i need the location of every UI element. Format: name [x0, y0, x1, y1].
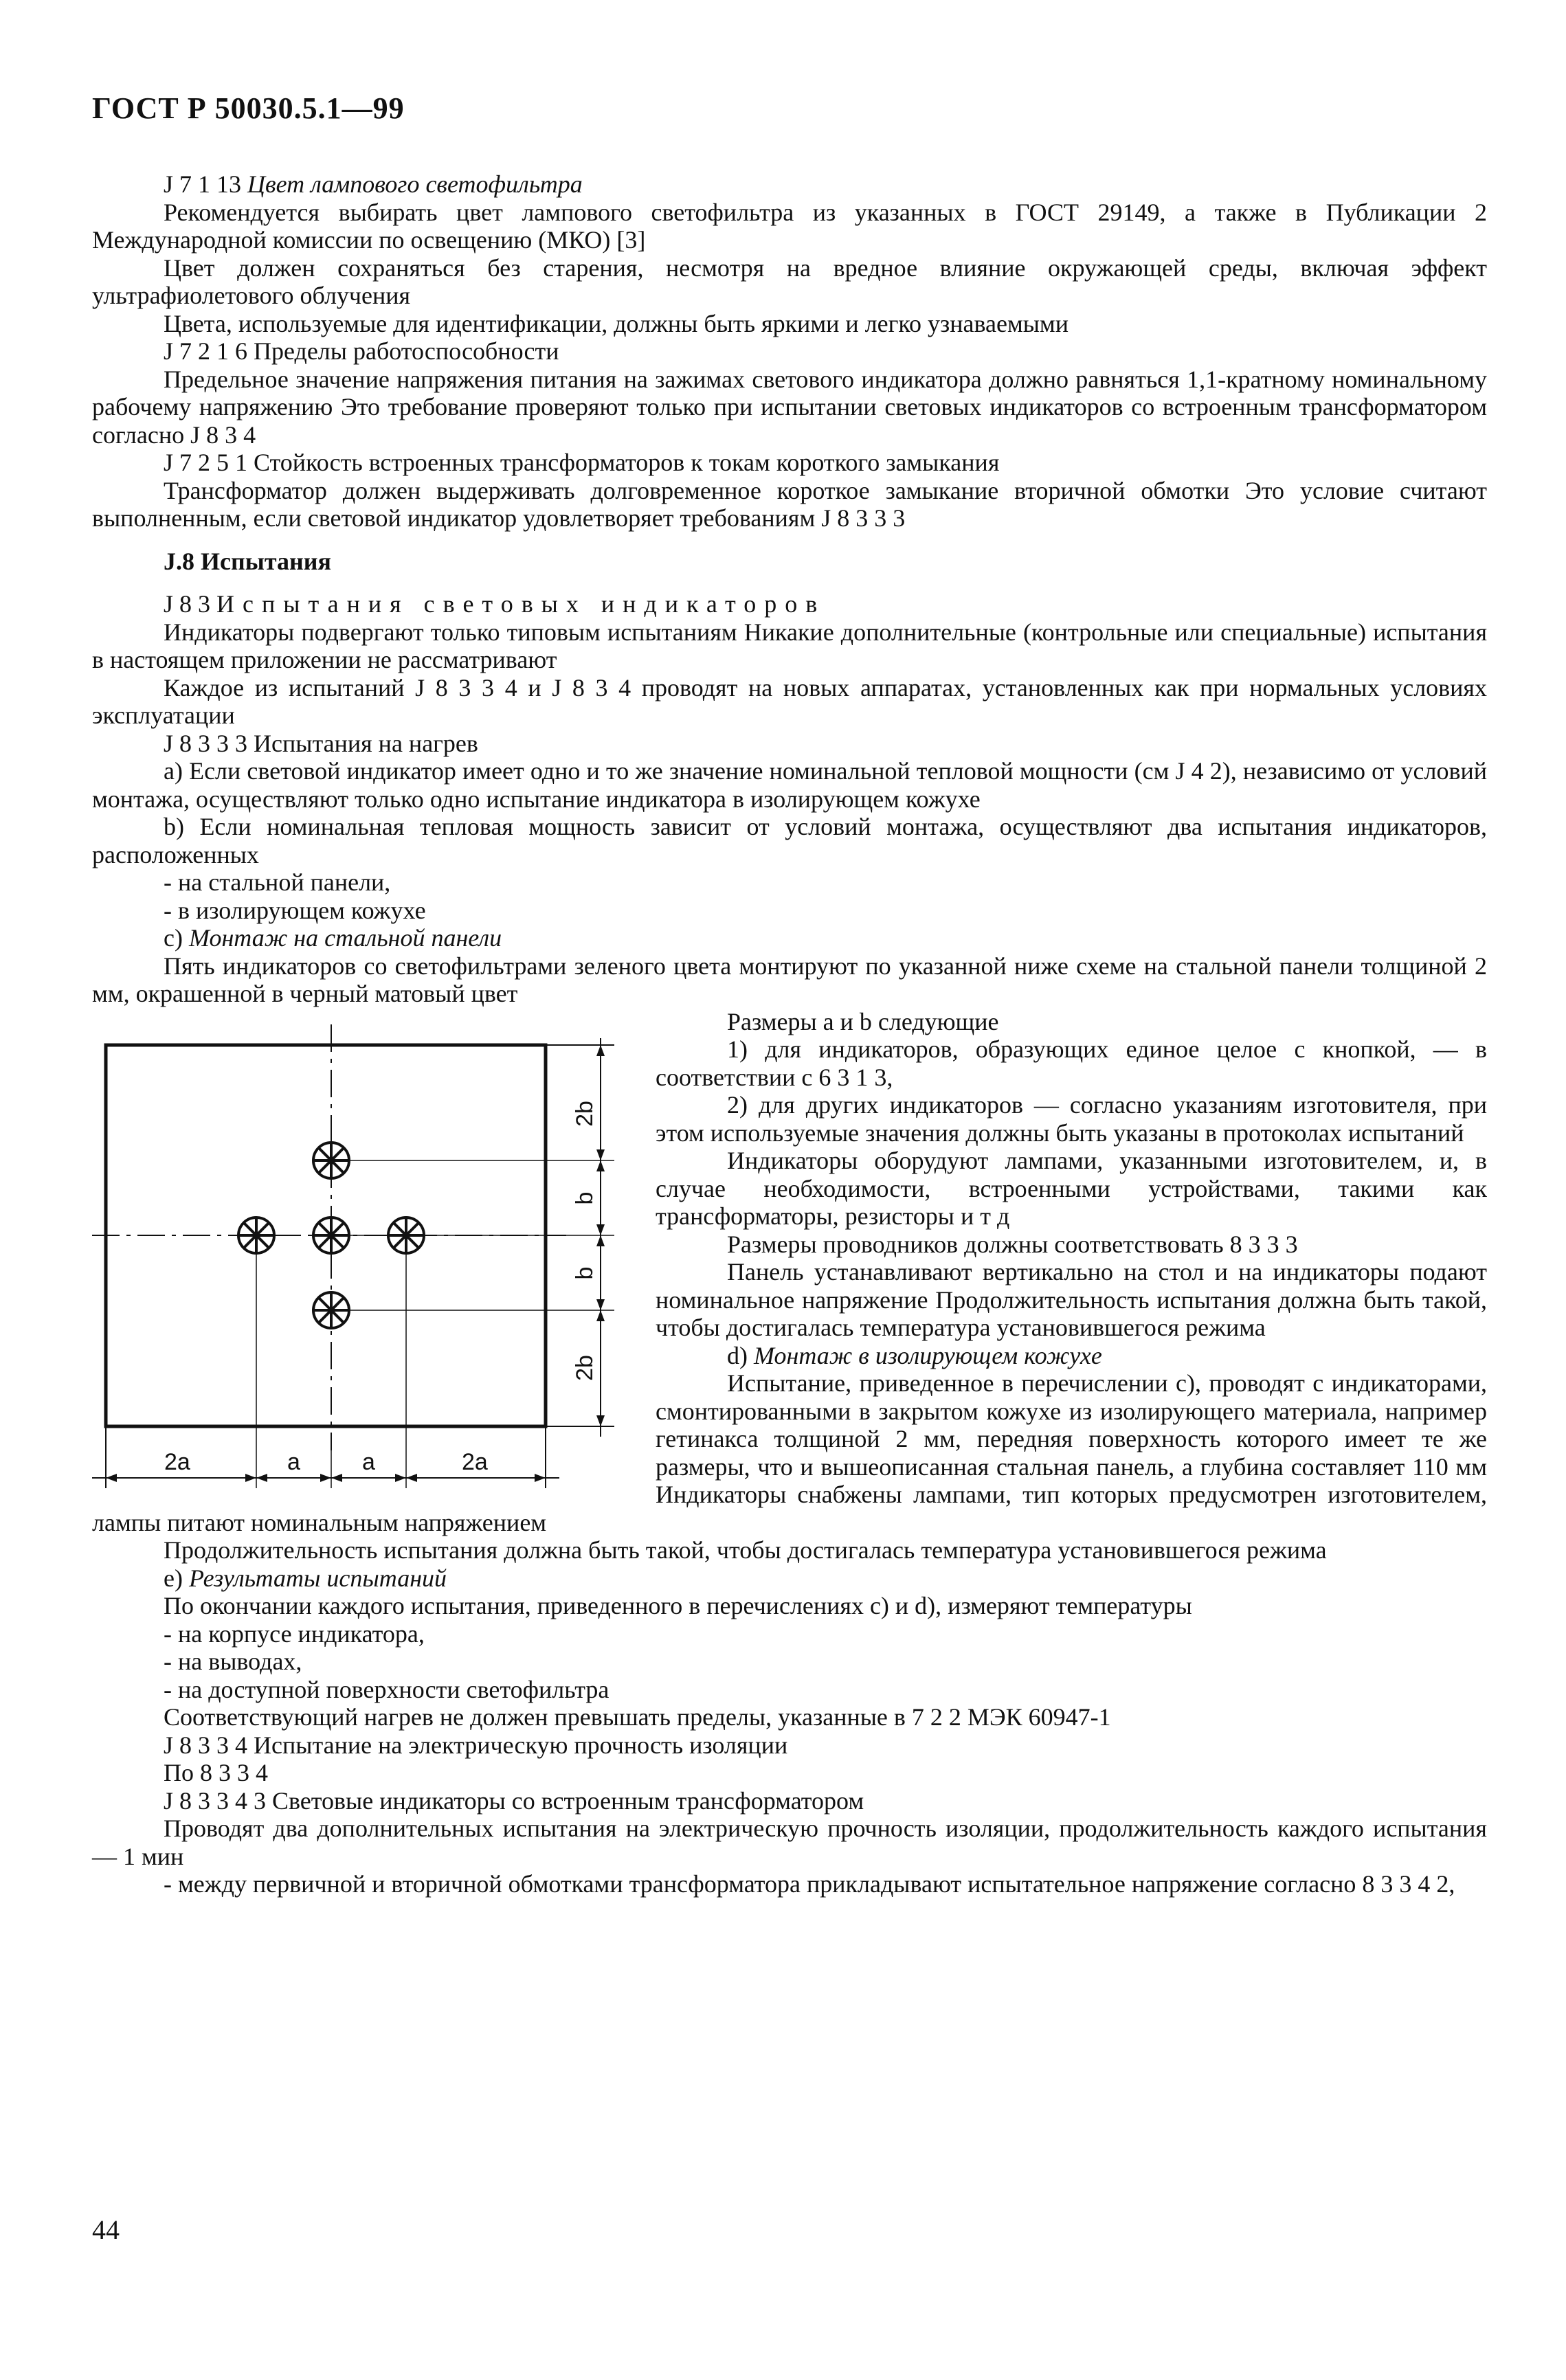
clause-heading: J 7 2 1 6 Пределы работоспособности: [164, 337, 559, 365]
list-item: - между первичной и вторичной обмотками трансформатора прикладывают испытательное напряжение согласно 8 3 3 4 2,: [164, 1870, 1455, 1898]
indicator-lamp-right: [388, 1217, 424, 1253]
paragraph: Индикаторы подвергают только типовым испытаниям Никакие дополнительные (контрольные или специальные) испытания в настоящем приложении не рассматривают: [92, 618, 1487, 673]
section-title: J.8 Испытания: [164, 547, 331, 575]
list-item: а) Если световой индикатор имеет одно и то же значение номинальной тепловой мощности (см J 4 2), независимо от условий монтажа, осуществляют только одно испытание индикатора в изолирующем кожухе: [92, 757, 1487, 813]
clause-heading: J 7 2 5 1 Стойкость встроенных трансформаторов к токам короткого замыкания: [164, 449, 1000, 476]
clause-title: Испытания световых индикаторов: [216, 590, 826, 618]
paragraph: По окончании каждого испытания, приведенного в перечислениях с) и d), измеряют температуры: [164, 1592, 1192, 1619]
dim-label-2a-left: 2a: [164, 1448, 190, 1475]
page-number: 44: [92, 2214, 120, 2245]
subclause-title: Монтаж в изолирующем кожухе: [754, 1341, 1102, 1369]
indicator-layout-diagram: [92, 1011, 635, 1492]
indicator-lamp-top: [313, 1143, 349, 1178]
subclause-heading: [92, 1564, 1487, 1593]
list-item: 2) для других индикаторов — согласно указаниям изготовителя, при этом используемые значения должны быть указаны в протоколах испытаний: [656, 1091, 1487, 1147]
document-code-header: ГОСТ Р 50030.5.1—99: [92, 91, 405, 125]
subclause-title: Монтаж на стальной панели: [188, 924, 502, 952]
paragraph: Предельное значение напряжения питания на зажимах светового индикатора должно равняться 1,1-кратному номинальному рабочему напряжению Это требование проверяют только при испытании световых индикаторов со встроенным трансформатором согласно J 8 3 4: [92, 365, 1487, 449]
list-item: - в изолирующем кожухе: [164, 896, 426, 924]
list-item: - на стальной панели,: [164, 868, 391, 896]
figure-with-text: [92, 1008, 1487, 1537]
list-item: - на выводах,: [164, 1648, 302, 1675]
clause-title: Цвет лампового светофильтра: [247, 170, 583, 198]
paragraph: Продолжительность испытания должна быть такой, чтобы достигалась температура установившегося режима: [164, 1536, 1327, 1564]
indicator-lamp-left: [238, 1217, 274, 1253]
list-item: 1) для индикаторов, образующих единое целое с кнопкой, — в соответствии с 6 3 1 3,: [656, 1035, 1487, 1091]
item-prefix: е): [164, 1564, 183, 1592]
indicator-lamp-center: [313, 1217, 349, 1253]
paragraph: Трансформатор должен выдерживать долговременное короткое замыкание вторичной обмотки Это условие считают выполненным, если световой индикатор удовлетворяет требованиям J 8 3 3 3: [92, 476, 1487, 532]
paragraph: Цвета, используемые для идентификации, должны быть яркими и легко узнаваемыми: [164, 309, 1069, 337]
list-item: - на корпусе индикатора,: [164, 1619, 425, 1648]
dim-label-b-upper: b: [572, 1191, 598, 1204]
clause-heading-lamp-color: [92, 170, 1487, 199]
dim-label-b-lower: b: [572, 1266, 598, 1279]
paragraph: Проводят два дополнительных испытания на электрическую прочность изоляции, продолжительность каждого испытания — 1 мин: [92, 1815, 1487, 1870]
paragraph: Каждое из испытаний J 8 3 3 4 и J 8 3 4 проводят на новых аппаратах, установленных как при нормальных условиях эксплуатации: [92, 673, 1487, 729]
list-item: - на доступной поверхности светофильтра: [164, 1675, 609, 1703]
paragraph: Размеры проводников должны соответствовать 8 3 3 3: [727, 1230, 1298, 1258]
item-prefix: d): [727, 1341, 748, 1369]
paragraph: Панель устанавливают вертикально на стол и на индикаторы подают номинальное напряжение Продолжительность испытания должна быть такой, чтобы достигалась температура установившегося режима: [656, 1258, 1487, 1341]
document-body: [92, 170, 1487, 1898]
clause-number: J 8 3: [164, 590, 211, 618]
paragraph: Испытание, приведенное в перечислении с), проводят с индикаторами, смонтированными в закрытом кожухе из изолирующего материала, например гетинакса толщиной 2 мм, передняя поверхность которого имеет те же размеры, что и вышеописанная стальная панель, а глубина составляет 110 мм Индикаторы снабжены лампами, тип которых предусмотрен изготовителем, лампы питают номинальным напряжением: [92, 1369, 1487, 1536]
paragraph: По 8 3 3 4: [164, 1759, 268, 1786]
paragraph: Рекомендуется выбирать цвет лампового светофильтра из указанных в ГОСТ 29149, а также в Публикации 2 Международной комиссии по освещению (МКО) [3]: [92, 198, 1487, 254]
dim-label-a-right: a: [362, 1448, 375, 1475]
indicator-lamp-bottom: [313, 1292, 349, 1328]
clause-heading: J 8 3 3 4 3 Световые индикаторы со встроенным трансформатором: [164, 1786, 864, 1815]
paragraph: Соответствующий нагрев не должен превышать пределы, указанные в 7 2 2 МЭК 60947-1: [164, 1703, 1111, 1731]
clause-heading-tests: [92, 590, 1487, 618]
item-prefix: с): [164, 924, 183, 952]
paragraph: Размеры a и b следующие: [727, 1007, 999, 1035]
paragraph: Индикаторы оборудуют лампами, указанными изготовителем, и, в случае необходимости, встроенными устройствами, такими как трансформаторы, резисторы и т д: [656, 1147, 1487, 1230]
clause-number: J 7 1 13: [164, 170, 242, 198]
dim-label-2a-right: 2a: [462, 1448, 488, 1475]
paragraph: Цвет должен сохраняться без старения, несмотря на вредное влияние окружающей среды, включая эффект ультрафиолетового облучения: [92, 254, 1487, 309]
clause-heading: J 8 3 3 3 Испытания на нагрев: [164, 729, 478, 757]
dim-label-2b-bottom: 2b: [572, 1354, 598, 1381]
list-item: b) Если номинальная тепловая мощность зависит от условий монтажа, осуществляют два испытания индикаторов, расположенных: [92, 813, 1487, 868]
indicator-layout-figure: [92, 1011, 635, 1492]
subclause-title: Результаты испытаний: [188, 1564, 447, 1592]
dim-label-a-left: a: [287, 1448, 300, 1475]
paragraph: Пять индикаторов со светофильтрами зеленого цвета монтируют по указанной ниже схеме на стальной панели толщиной 2 мм, окрашенной в черный матовый цвет: [92, 952, 1487, 1007]
clause-heading: J 8 3 3 4 Испытание на электрическую прочность изоляции: [164, 1731, 788, 1759]
subclause-heading: [92, 924, 1487, 952]
dim-label-2b-top: 2b: [572, 1100, 598, 1127]
